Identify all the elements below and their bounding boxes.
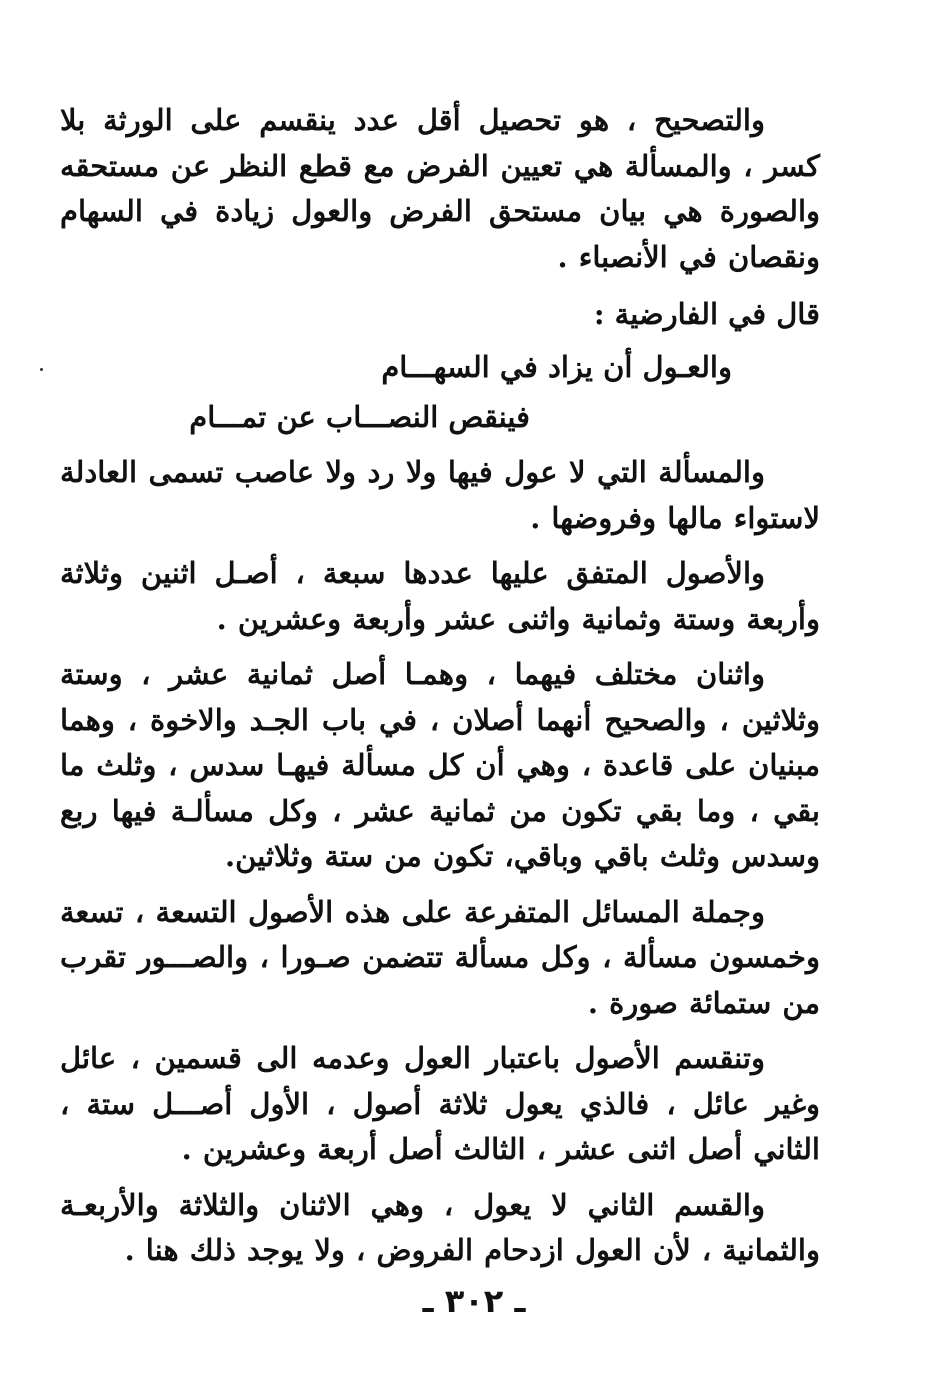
paragraph-definitions: والتصحيح ، هو تحصيل أقل عدد ينقسم على الورثة بلا كسر ، والمسألة هي تعيين الفرض مع قطع النظر عن مستحقه والصورة هي بيان مستحق الفرض والعول زيادة في السهام ونقصان في الأنصباء . bbox=[60, 103, 820, 274]
paragraph-adila: والمسألة التي لا عول فيها ولا رد ولا عاصب تسمى العادلة لاستواء مالها وفروضها . bbox=[60, 455, 820, 535]
paragraph-total-issues: وجملة المسائل المتفرعة على هذه الأصول التسعة ، تسعة وخمسون مسألة ، وكل مسألة تتضمن صـورا ، والصـــور تقرب من ستمائة صورة . bbox=[60, 894, 820, 1020]
scan-speck bbox=[40, 368, 43, 371]
heading-farediya: قال في الفارضية : bbox=[593, 297, 820, 331]
page-body bbox=[60, 98, 820, 1278]
paragraph-second-section: والقسم الثاني لا يعول ، وهي الاثنان والثلاثة والأربعـة والثمانية ، لأن العول ازدحام الفروض ، ولا يوجد ذلك هنا . bbox=[60, 1187, 820, 1267]
paragraph-division: وتنقسم الأصول باعتبار العول وعدمه الى قسمين ، عائل وغير عائل ، فالذي يعول ثلاثة أصول ، الأول أصـــل ستة ، الثاني أصل اثنى عشر ، الثالث أصل أربعة وعشرين . bbox=[60, 1041, 820, 1166]
paragraph-agreed-roots: والأصول المتفق عليها عددها سبعة ، أصـل اثنين وثلاثة وأربعة وستة وثمانية واثنى عشر وأربعة وعشرين . bbox=[60, 556, 820, 636]
page-number: ـ ٣٠٢ ـ bbox=[422, 1282, 526, 1320]
verse-line-1: والعـول أن يزاد في السهـــام bbox=[381, 350, 732, 384]
paragraph-disputed-roots: واثنان مختلف فيهما ، وهمـا أصل ثمانية عشر ، وستة وثلاثين ، والصحيح أنهما أصلان ، في باب الجـد والاخوة ، وهما مبنيان على قاعدة ، وهي أن كل مسألة فيهـا سدس ، وثلث ما بقي ، وما بقي تكون من ثمانية عشر ، وكل مسألـة فيها ربع وسدس وثلث باقي وباقي، تكون من ستة وثلاثين. bbox=[60, 657, 820, 873]
verse-line-2: فينقص النصـــاب عن تمـــام bbox=[189, 400, 530, 434]
